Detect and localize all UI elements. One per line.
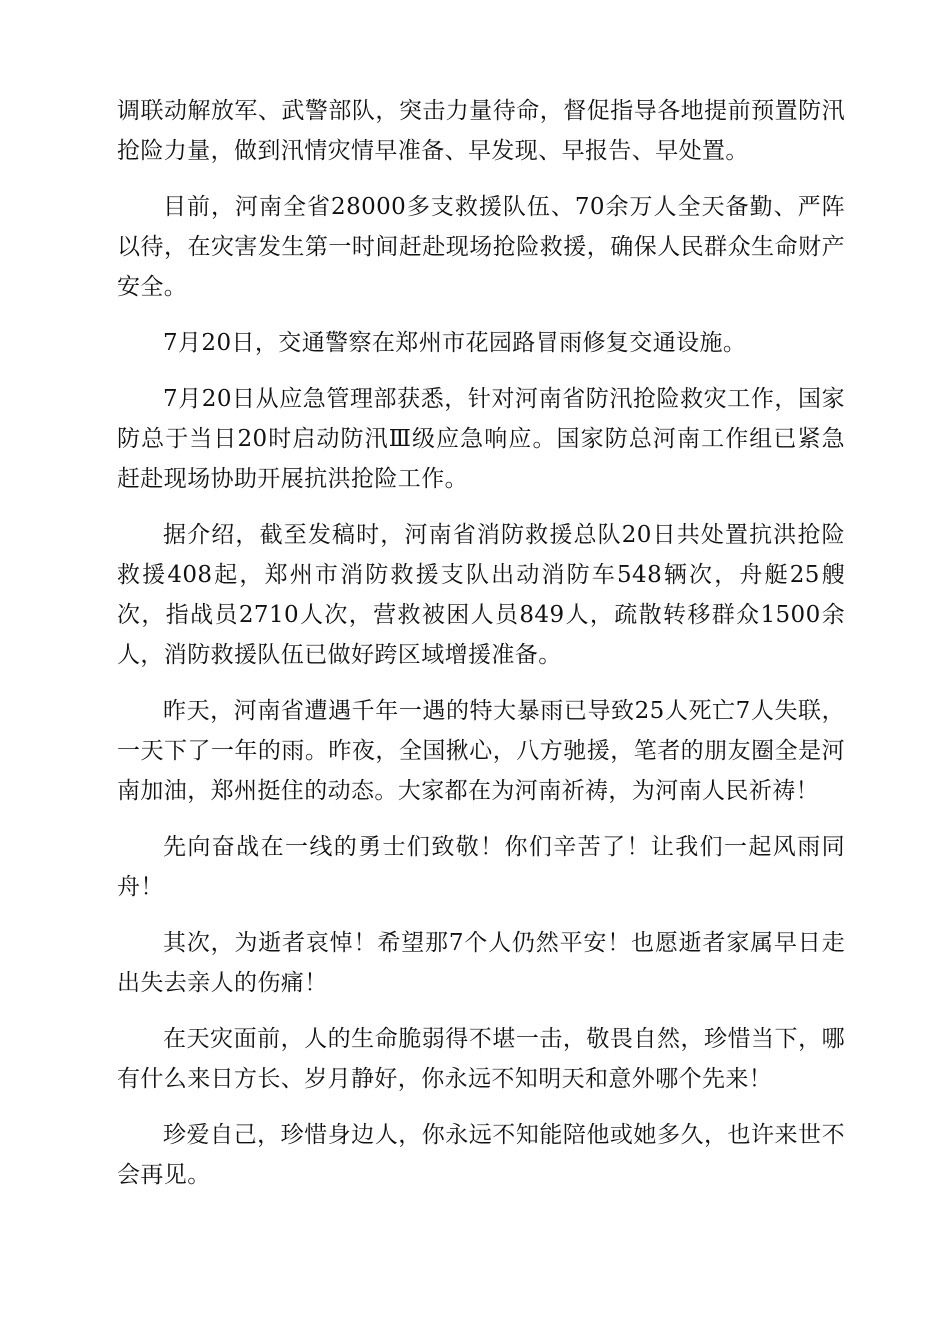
- paragraph: 7月20日从应急管理部获悉，针对河南省防汛抢险救灾工作，国家防总于当日20时启动防汛Ⅲ级应急响应。国家防总河南工作组已紧急赶赴现场协助开展抗洪抢险工作。: [117, 386, 845, 492]
- document-body: [117, 91, 845, 1211]
- paragraph: 调联动解放军、武警部队，突击力量待命，督促指导各地提前预置防汛抢险力量，做到汛情灾情早准备、早发现、早报告、早处置。: [117, 98, 845, 164]
- paragraph: 先向奋战在一线的勇士们致敬！你们辛苦了！让我们一起风雨同舟！: [117, 834, 845, 900]
- paragraph: 目前，河南全省28000多支救援队伍、70余万人全天备勤、严阵以待，在灾害发生第一时间赶赴现场抢险救援，确保人民群众生命财产安全。: [117, 194, 845, 300]
- paragraph: 其次，为逝者哀悼！希望那7个人仍然平安！也愿逝者家属早日走出失去亲人的伤痛！: [117, 930, 845, 996]
- paragraph: 在天灾面前，人的生命脆弱得不堪一击，敬畏自然，珍惜当下，哪有什么来日方长、岁月静好，你永远不知明天和意外哪个先来！: [117, 1026, 845, 1092]
- paragraph: 昨天，河南省遭遇千年一遇的特大暴雨已导致25人死亡7人失联，一天下了一年的雨。昨夜，全国揪心，八方驰援，笔者的朋友圈全是河南加油，郑州挺住的动态。大家都在为河南祈祷，为河南人民祈祷！: [117, 698, 845, 804]
- paragraph: 7月20日，交通警察在郑州市花园路冒雨修复交通设施。: [163, 330, 747, 356]
- paragraph: 珍爱自己，珍惜身边人，你永远不知能陪他或她多久，也许来世不会再见。: [117, 1122, 845, 1188]
- paragraph: 据介绍，截至发稿时，河南省消防救援总队20日共处置抗洪抢险救援408起，郑州市消防救援支队出动消防车548辆次，舟艇25艘次，指战员2710人次，营救被困人员849人，疏散转移群众1500余人，消防救援队伍已做好跨区域增援准备。: [117, 522, 845, 668]
